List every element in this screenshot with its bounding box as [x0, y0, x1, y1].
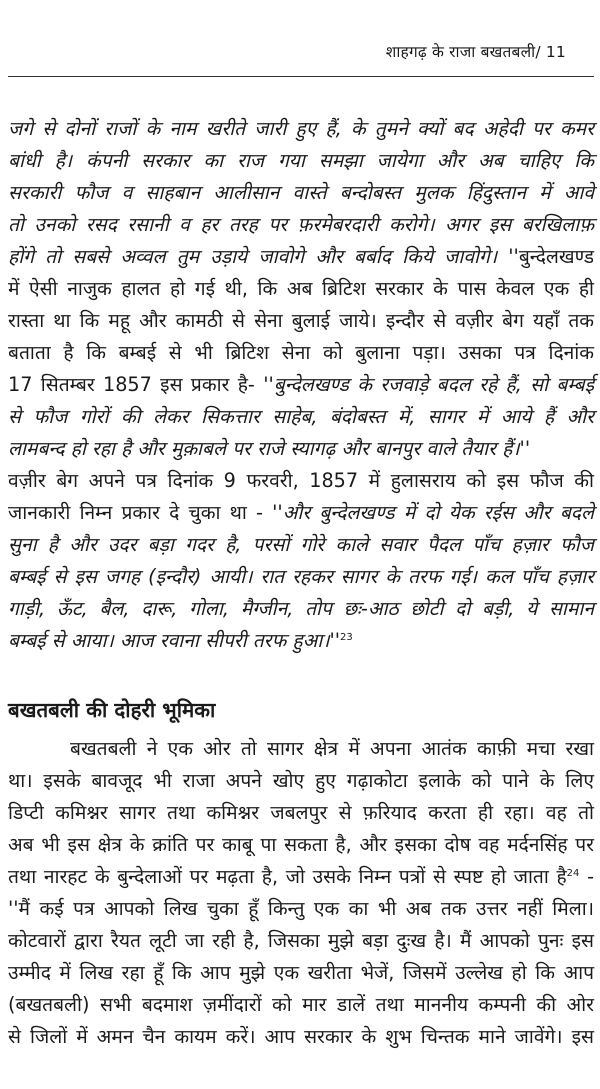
- text-line-13: [8, 500, 594, 526]
- text-line-15: [8, 564, 594, 590]
- text-line-5: [8, 244, 594, 270]
- italic-text: लामबन्द हो रहा है और मुक़ाबले पर राजे स्यागढ़ और बानपुर वाले तैयार हैं।'': [8, 437, 531, 460]
- text-line-12: वज़ीर बेग अपने पत्र दिनांक 9 फरवरी, 1857 में हुलासराय को इस फौज की: [8, 469, 594, 492]
- text-line-17: [8, 628, 594, 654]
- italic-text: तो उनको रसद रसानी व हर तरह पर फ़रमेबरदारी करोगे। अगर इस बरखिलाफ़: [8, 213, 594, 236]
- italic-text: गाड़ी, ऊँट, बैल, दारू, गोला, मैग्जीन, तोप छः-आठ छोटी दो बड़ी, ये सामान: [8, 597, 594, 620]
- text-line-19: था। इसके बावजूद भी राजा अपने खोए हुए गढ़ाकोटा इलाके को पाने के लिए: [8, 769, 594, 792]
- text-line-23: ''मैं कई पत्र आपको लिख चुका हूँ किन्तु एक का भी अब तक उत्तर नहीं मिला।: [8, 897, 594, 920]
- text-line-1: [8, 116, 594, 142]
- italic-text: ''बुन्देलखण्ड के रजवाड़े बदल रहे हैं, सो बम्बई: [263, 373, 594, 396]
- text-line-16: [8, 596, 594, 622]
- section-heading: बखतबली की दोहरी भूमिका: [8, 698, 216, 722]
- text-line-26: (बखतबली) सभी बदमाश ज़मींदारों को मार डालें तथा माननीय कम्पनी की ओर: [8, 993, 594, 1016]
- paragraph-first-line: बखतबली ने एक ओर तो सागर क्षेत्र में अपना आतंक काफ़ी मचा रखा: [70, 737, 594, 760]
- header-rule: [8, 76, 594, 77]
- text-line-3: [8, 180, 594, 206]
- italic-text: ''और बुन्देलखण्ड में दो येक रईस और बदले: [272, 501, 595, 524]
- italic-text: बांधी है। कंपनी सरकार का राज गया समझा जायेगा और अब चाहिए कि: [8, 149, 594, 172]
- text-line-9: [8, 372, 594, 398]
- italic-text: बम्बई से आया। आज रवाना सीपरी तरफ हुआ।'': [8, 629, 341, 652]
- footnote-ref: 24: [566, 868, 580, 879]
- text-line-24: कोटवारों द्वारा रैयत लूटी जा रही है, जिसका मुझे बड़ा दुःख है। मैं आपको पुनः इस: [8, 929, 594, 952]
- text-line-21: अब भी इस क्षेत्र के क्रांति पर काबू पा सकता है, और इसका दोष वह मर्दनसिंह पर: [8, 833, 594, 856]
- italic-text: बम्बई से इस जगह (इन्दौर) आयी। रात रहकर सागर के तरफ गई। कल पाँच हज़ार: [8, 565, 594, 588]
- text-line-20: डिप्टी कमिश्नर सागर तथा कमिश्नर जबलपुर से फ़रियाद करता ही रहा। वह तो: [8, 801, 594, 824]
- italic-text: सरकारी फौज व साहबान आलीसान वास्ते बन्दोबस्त मुलक हिंदुस्तान में आवे: [8, 181, 594, 204]
- text-line-25: उम्मीद में लिख रहा हूँ कि आप मुझे एक खरीता भेजें, जिसमें उल्लेख हो कि आप: [8, 961, 594, 984]
- italic-text: से फौज गोरों की लेकर सिकत्तार साहेब, बंदोबस्त में, सागर में आये हैं और: [8, 405, 594, 428]
- running-head: शाहगढ़ के राजा बखतबली/ 11: [385, 43, 566, 61]
- italic-text: जगे से दोनों राजों के नाम खरीते जारी हुए हैं, के तुमने क्यों बद अहेदी पर कमर: [8, 117, 594, 140]
- text-line-6: में ऐसी नाजुक हालत हो गई थी, कि अब ब्रिटिश सरकार के पास केवल एक ही: [8, 277, 594, 300]
- roman-text: -: [579, 865, 594, 888]
- text-line-2: [8, 148, 594, 174]
- text-line-27: से जिलों में अमन चैन कायम करें। आप सरकार के शुभ चिन्तक माने जावेंगे। इस: [8, 1025, 594, 1048]
- roman-text: ''बुन्देलखण्ड: [497, 245, 594, 268]
- text-line-11: [8, 436, 594, 462]
- roman-text: जानकारी निम्न प्रकार दे चुका था -: [8, 501, 273, 524]
- text-line-22: [8, 864, 594, 890]
- footnote-ref: 23: [340, 632, 353, 643]
- roman-text: तथा नारहट के बुन्देलाओं पर मढ़ता है, जो उसके निम्न पत्रों से स्पष्ट हो जाता है: [8, 865, 567, 888]
- italic-text: होंगे तो सबसे अव्वल तुम उड़ाये जावोगे और बर्बाद किये जावोगे।: [8, 245, 498, 268]
- text-line-10: [8, 404, 594, 430]
- text-line-7: रास्ता था कि महू और कामठी से सेना बुलाई जाये। इन्दौर से वज़ीर बेग यहाँ तक: [8, 309, 594, 332]
- text-line-14: [8, 532, 594, 558]
- italic-text: सुना है और उदर बड़ा गदर है, परसों गोरे काले सवार पैदल पाँच हज़ार फौज: [8, 533, 594, 556]
- text-line-8: बताता है कि बम्बई से भी ब्रिटिश सेना को बुलाना पड़ा। उसका पत्र दिनांक: [8, 341, 594, 364]
- roman-text: 17 सितम्बर 1857 इस प्रकार है-: [8, 373, 264, 396]
- text-line-4: [8, 212, 594, 238]
